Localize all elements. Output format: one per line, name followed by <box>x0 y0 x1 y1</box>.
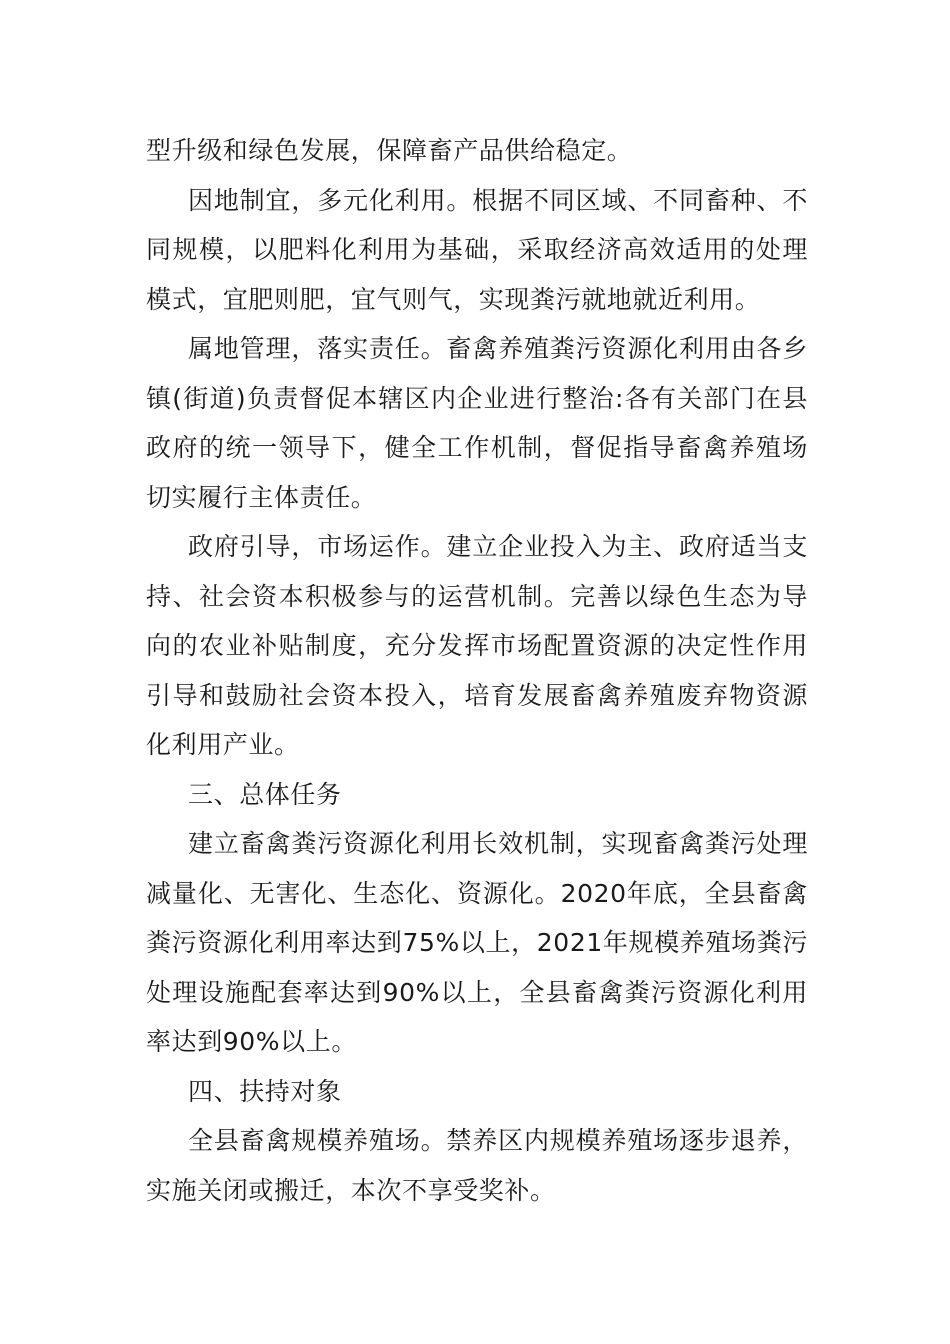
section-heading-support-targets: 四、扶持对象 <box>188 1076 342 1106</box>
paragraph-local-conditions: 因地制宜，多元化利用。根据不同区域、不同畜种、不同规模，以肥料化利用为基础，采取经济高效适用的处理模式，宜肥则肥，宜气则气，实现粪污就地就近利用。 <box>146 185 808 314</box>
paragraph-support-targets: 全县畜禽规模养殖场。禁养区内规模养殖场逐步退养，实施关闭或搬迁，本次不享受奖补。 <box>146 1126 808 1205</box>
paragraph-territorial-management: 属地管理，落实责任。畜禽养殖粪污资源化利用由各乡镇(街道)负责督促本辖区内企业进行整治:各有关部门在县政府的统一领导下，健全工作机制，督促指导畜禽养殖场切实履行主体责任。 <box>146 334 808 512</box>
paragraph-continued: 型升级和绿色发展，保障畜产品供给稳定。 <box>146 136 633 165</box>
section-heading-overall-tasks: 三、总体任务 <box>188 779 342 809</box>
document-page <box>146 126 808 1215</box>
paragraph-government-guidance: 政府引导，市场运作。建立企业投入为主、政府适当支持、社会资本积极参与的运营机制。完善以绿色生态为导向的农业补贴制度，充分发挥市场配置资源的决定性作用引导和鼓励社会资本投入，培育发展畜禽养殖废弃物资源化利用产业。 <box>146 532 808 759</box>
paragraph-overall-tasks: 建立畜禽粪污资源化利用长效机制，实现畜禽粪污处理减量化、无害化、生态化、资源化。2020年底，全县畜禽粪污资源化利用率达到75%以上，2021年规模养殖场粪污处理设施配套率达到90%以上，全县畜禽粪污资源化利用率达到90%以上。 <box>146 829 808 1056</box>
